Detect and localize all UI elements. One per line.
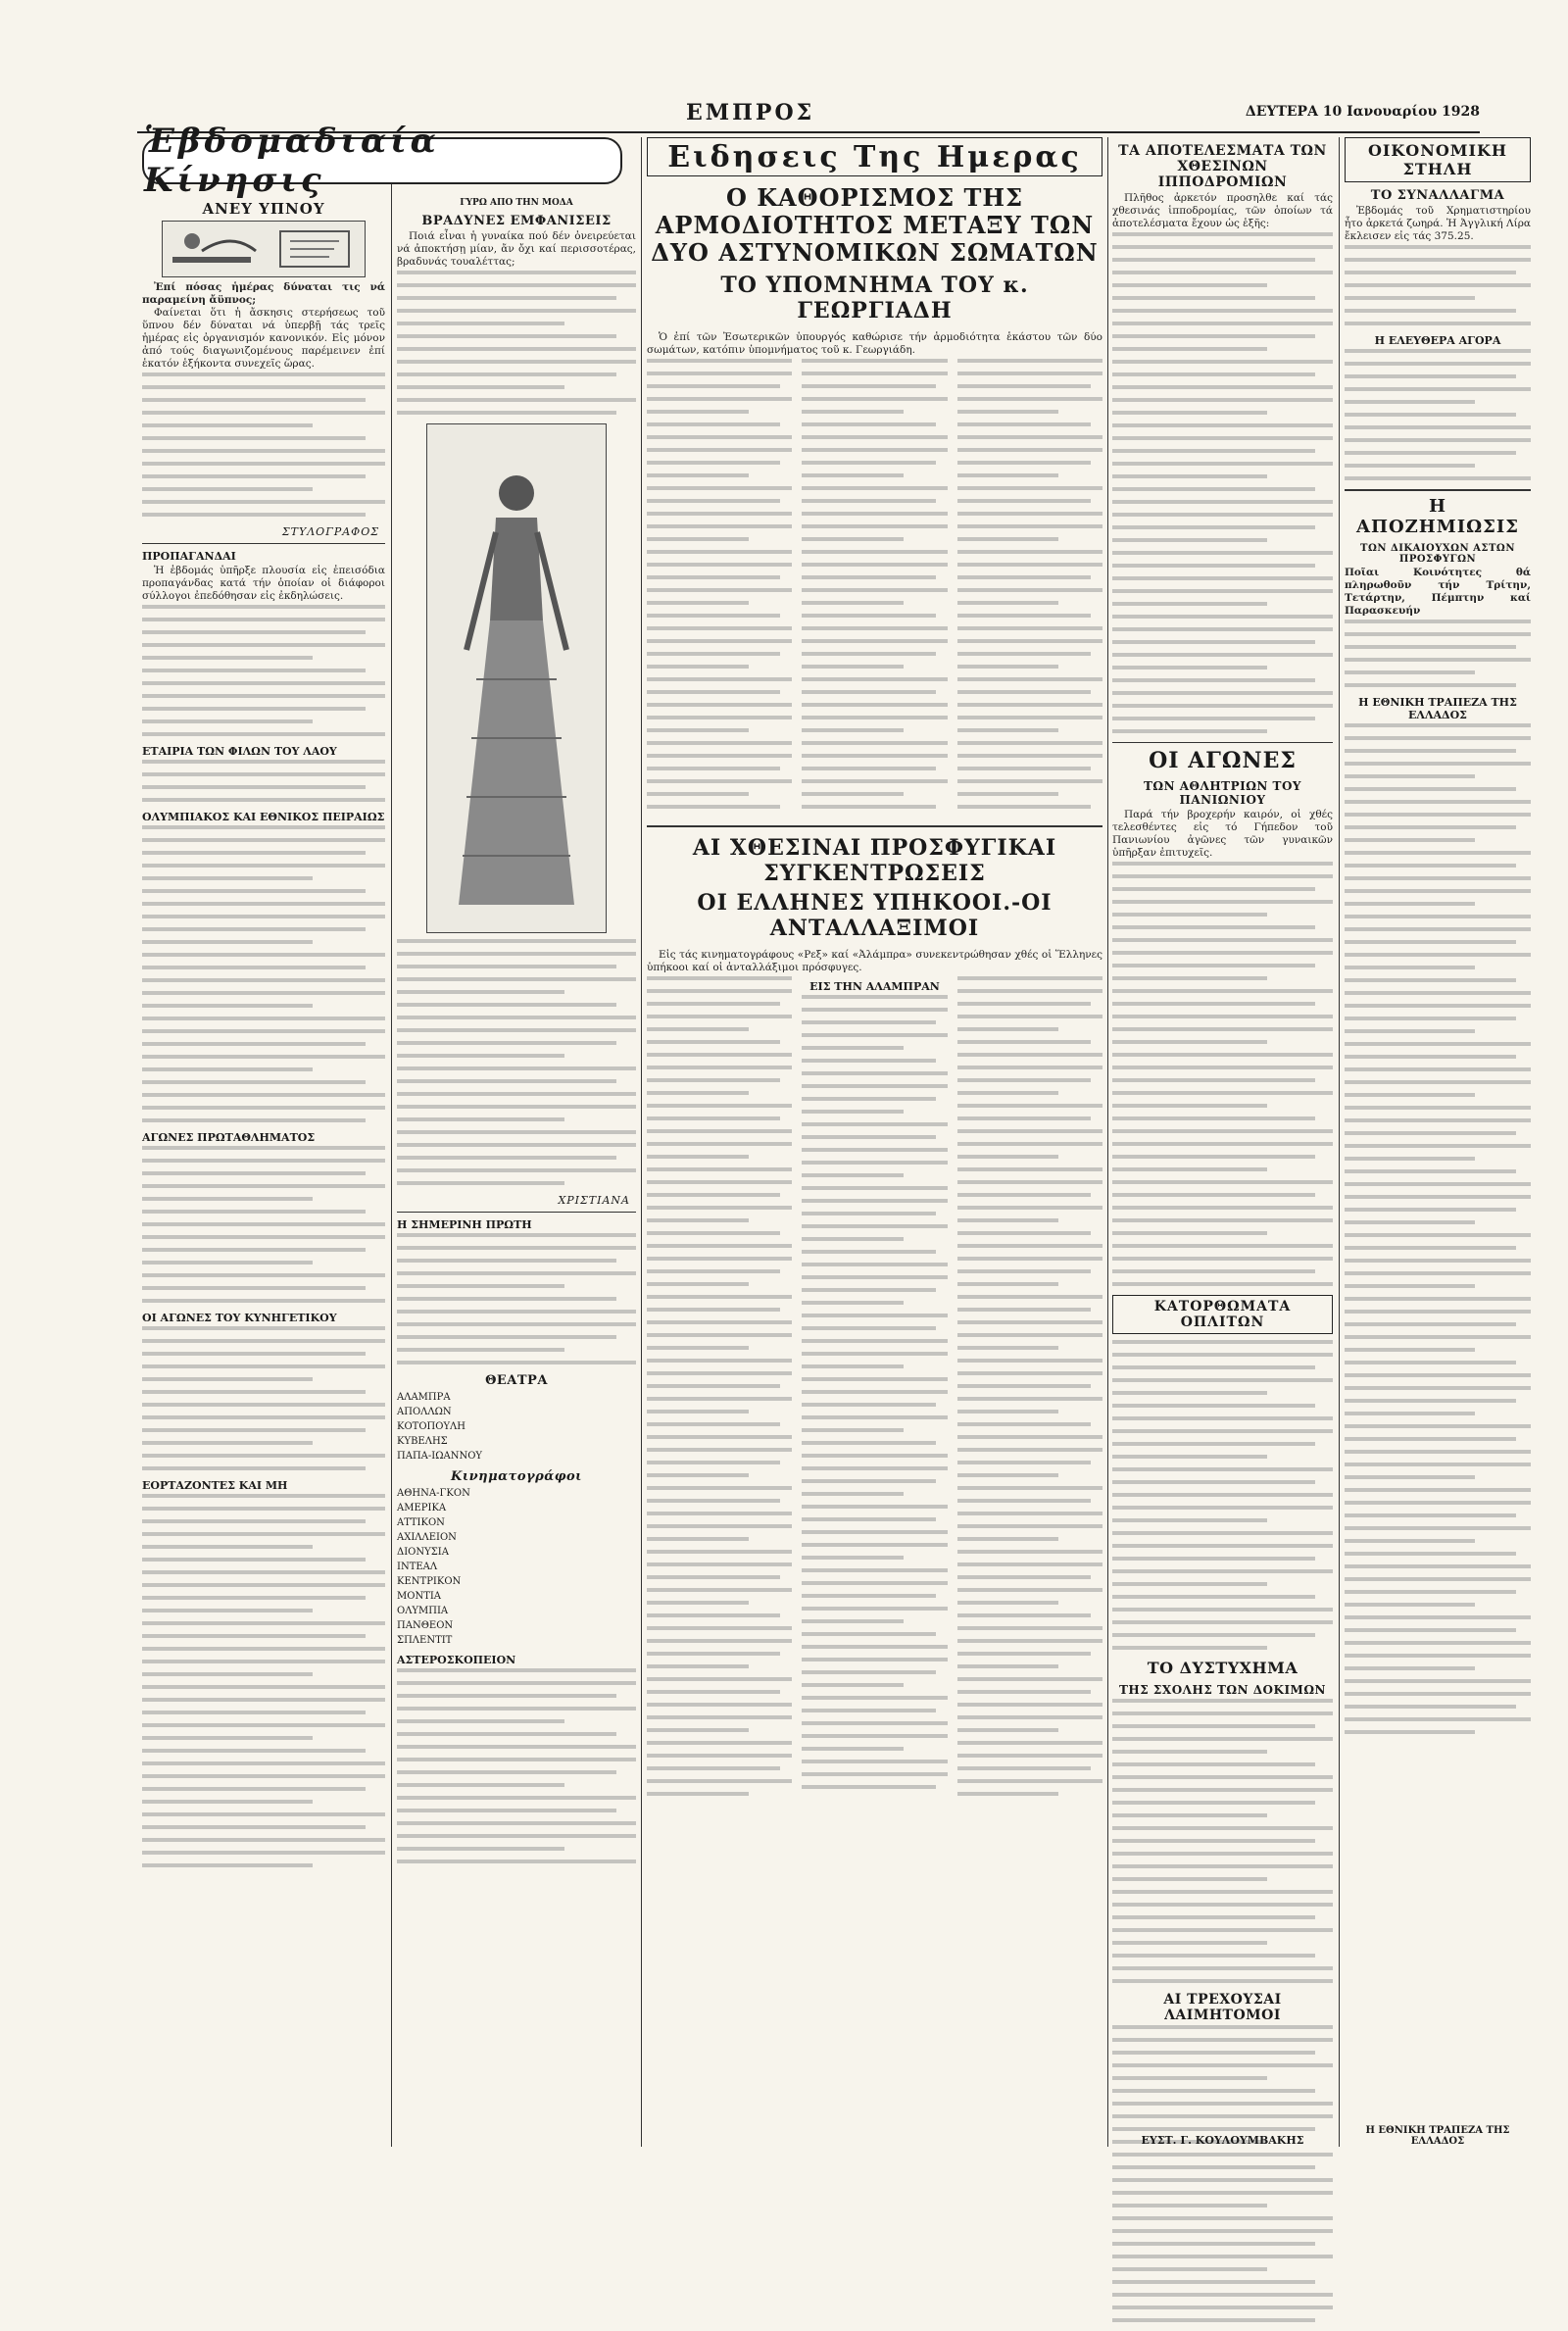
article-title: ΤΟ ΔΥΣΤΥΧΗΜΑ (1147, 1659, 1298, 1677)
news-of-the-day-banner: Ειδησεις Της Ημερας (647, 137, 1102, 176)
item-heading: ΑΣΤΕΡΟΣΚΟΠΕΙΟΝ (397, 1654, 516, 1666)
article-columns (647, 974, 1102, 1805)
newspaper-title: ΕΜΠΡΟΣ (686, 100, 815, 125)
article-text-block (1345, 620, 1531, 687)
list-item: ΠΑΠΑ-ΙΩΑΝΝΟΥ (397, 1451, 483, 1462)
article-body: Ἐβδομάς τοῦ Χρηματιστηρίου ἦτο ἀρκετά ζωηρά. Ἡ Ἀγγλική Λίρα ἔκλεισεν εἰς τάς 375.25. (1345, 205, 1531, 242)
list-item: ΑΘΗΝΑ-ΓΚΟΝ (397, 1488, 470, 1499)
article-subtitle: ΤΩΝ ΔΙΚΑΙΟΥΧΩΝ ΑΣΤΩΝ ΠΡΟΣΦΥΓΩΝ (1360, 543, 1515, 565)
item-heading: ΟΛΥΜΠΙΑΚΟΣ ΚΑΙ ΕΘΝΙΚΟΣ ΠΕΙΡΑΙΩΣ (142, 811, 385, 823)
weekly-banner: Ἑβδομαδιαία Κίνησις (142, 137, 622, 184)
item-heading: ΕΙΣ ΤΗΝ ΑΛΑΜΠΡΑΝ (809, 980, 940, 993)
cinemas-heading: Κινηματογράφοι (451, 1469, 582, 1484)
column-rule (391, 137, 392, 2147)
article-columns (647, 357, 1102, 818)
fashion-illustration (426, 423, 607, 933)
list-item: ΑΛΑΜΠΡΑ (397, 1392, 451, 1403)
article-text-block (142, 825, 385, 1122)
item-heading: ΑΓΩΝΕΣ ΠΡΩΤΑΘΛΗΜΑΤΟΣ (142, 1131, 316, 1144)
article-body: Πλῆθος ἀρκετόν προσηλθε καί τάς χθεσινάς ἱπποδρομίας, τῶν ὁποίων τά ἀποτελέσματα ἔχουν ὡς ἑξῆς: (1112, 192, 1333, 229)
headline: Ο ΚΑΘΟΡΙΣΜΟΣ ΤΗΣ ΑΡΜΟΔΙΟΤΗΤΟΣ ΜΕΤΑΞΥ ΤΩΝ ΔΥΟ ΑΣΤΥΝΟΜΙΚΩΝ ΣΩΜΑΤΩΝ (651, 183, 1099, 267)
article-signature: ΧΡΙΣΤΙΑΝΑ (558, 1194, 630, 1207)
subheadline: ΟΙ ΕΛΛΗΝΕΣ ΥΠΗΚΟΟΙ.-ΟΙ ΑΝΤΑΛΛΑΞΙΜΟΙ (697, 890, 1053, 941)
column-economy (1345, 137, 1531, 2147)
article-title: ΤΑ ΑΠΟΤΕΛΕΣΜΑΤΑ ΤΩΝ ΧΘΕΣΙΝΩΝ ΙΠΠΟΔΡΟΜΙΩΝ (1118, 143, 1327, 190)
cinemas-list (397, 1486, 636, 1648)
column-rule (1107, 137, 1108, 2147)
list-item: ΠΑΝΘΕΟΝ (397, 1620, 454, 1631)
article-subtitle: ΤΗΣ ΣΧΟΛΗΣ ΤΩΝ ΔΟΚΙΜΩΝ (1119, 1683, 1326, 1697)
list-item: ΙΝΤΕΑΛ (397, 1562, 438, 1572)
item-heading: ΕΟΡΤΑΖΟΝΤΕΣ ΚΑΙ ΜΗ (142, 1479, 288, 1492)
article-text-block (142, 760, 385, 802)
article-title: ΑΝΕΥ ΥΠΝΟΥ (202, 200, 325, 218)
column-rule (641, 137, 642, 2147)
item-heading: ΟΙ ΑΓΩΝΕΣ ΤΟΥ ΚΥΝΗΓΕΤΙΚΟΥ (142, 1312, 337, 1324)
article-text-block (1112, 2025, 1333, 2322)
theatres-list (397, 1390, 636, 1463)
article-text-block (142, 1494, 385, 1867)
article-lead: Ποῖαι Κοινότητες θά πληρωθοῦν τήν Τρίτην, Τετάρτην, Πέμπτην καί Παρασκευήν (1345, 567, 1531, 617)
list-item: ΚΕΝΤΡΙΚΟΝ (397, 1576, 462, 1587)
article-lead: Ἐπί πόσας ἡμέρας δύναται τις νά παραμείνη ἄϋπνος; (142, 281, 385, 306)
article-title: ΟΙ ΑΓΩΝΕΣ (1149, 748, 1297, 773)
article-subtitle: ΤΩΝ ΑΘΛΗΤΡΙΩΝ ΤΟΥ ΠΑΝΙΩΝΙΟΥ (1143, 779, 1301, 807)
subheadline: ΤΟ ΥΠΟΜΝΗΜΑ ΤΟΥ κ. ΓΕΩΡΓΙΑΔΗ (720, 273, 1029, 323)
article-body: Ὁ ἐπί τῶν Ἐσωτερικῶν ὑπουργός καθώρισε τήν ἁρμοδιότητα ἑκάστου τῶν δύο σωμάτων, κατόπιν ὑπομνήματος τοῦ κ. Γεωργιάδη. (647, 331, 1102, 356)
article-text-block (397, 939, 636, 1185)
article-title: ΚΑΤΟΡΘΩΜΑΤΑ ΟΠΛΙΤΩΝ (1112, 1295, 1333, 1334)
article-kicker: ΓΥΡΩ ΑΠΟ ΤΗΝ ΜΟΔΑ (460, 198, 573, 208)
item-heading: Η ΣΗΜΕΡΙΝΗ ΠΡΩΤΗ (397, 1218, 532, 1231)
footer-signature: ΕΥΣΤ. Γ. ΚΟΥΛΟΥΜΒΑΚΗΣ (1141, 2134, 1304, 2147)
issue-date: ΔΕΥΤΕΡΑ 10 Ιανουαρίου 1928 (1245, 104, 1480, 120)
column-sports (1112, 137, 1333, 2147)
article-title: ΠΡΟΠΑΓΑΝΔΑΙ (142, 550, 236, 563)
economy-banner: ΟΙΚΟΝΟΜΙΚΗ ΣΤΗΛΗ (1345, 137, 1531, 182)
article-text-block (397, 271, 636, 415)
article-text-block (1112, 232, 1333, 733)
article-title: ΒΡΑΔΥΝΕΣ ΕΜΦΑΝΙΣΕΙΣ (421, 214, 612, 228)
article-text-block (1345, 723, 1531, 1734)
list-item: ΑΜΕΡΙΚΑ (397, 1503, 447, 1513)
column-news (647, 137, 1102, 2147)
sleeper-figure-icon (163, 222, 365, 276)
article-text-block (142, 605, 385, 736)
article-text-block (1112, 862, 1333, 1286)
article-text-block (1345, 349, 1531, 480)
bank-heading: Η ΕΘΝΙΚΗ ΤΡΑΠΕΖΑ ΤΗΣ ΕΛΛΑΔΟΣ (1358, 696, 1517, 721)
article-text-block (142, 1146, 385, 1303)
article-text-block (142, 372, 385, 517)
theatres-heading: ΘΕΑΤΡΑ (485, 1373, 548, 1388)
article-title: ΤΟ ΣΥΝΑΛΛΑΓΜΑ (1370, 188, 1505, 203)
list-item: ΑΠΟΛΛΩΝ (397, 1407, 452, 1417)
headline: ΑΙ ΧΘΕΣΙΝΑΙ ΠΡΟΣΦΥΓΙΚΑΙ ΣΥΓΚΕΝΤΡΩΣΕΙΣ (692, 835, 1057, 886)
article-title: Η ΕΛΕΥΘΕΡΑ ΑΓΟΡΑ (1374, 334, 1501, 347)
article-text-block (142, 1326, 385, 1470)
list-item: ΑΧΙΛΛΕΙΟΝ (397, 1532, 457, 1543)
article-signature: ΣΤΥΛΟΓΡΑΦΟΣ (281, 525, 379, 538)
list-item: ΚΟΤΟΠΟΥΛΗ (397, 1421, 466, 1432)
list-item: ΔΙΟΝΥΣΙΑ (397, 1547, 449, 1558)
list-item: ΣΠΛΕΝΤΙΤ (397, 1635, 453, 1646)
list-item: ΟΛΥΜΠΙΑ (397, 1606, 449, 1616)
list-item: ΑΤΤΙΚΟΝ (397, 1517, 445, 1528)
item-heading: ΕΤΑΙΡΙΑ ΤΩΝ ΦΙΛΩΝ ΤΟΥ ΛΑΟΥ (142, 745, 337, 758)
article-title: ΑΙ ΤΡΕΧΟΥΣΑΙ ΛΑΙΜΗΤΟΜΟΙ (1163, 1992, 1282, 2023)
article-body: Παρά τήν βροχερήν καιρόν, οἱ χθές τελεσθέντες εἰς τό Γήπεδον τοῦ Πανιωνίου ἀγῶνες τῶν γυναικῶν ὑπῆρξαν ἐπιτυχεῖς. (1112, 809, 1333, 859)
footer-signature: Η ΕΘΝΙΚΗ ΤΡΑΠΕΖΑ ΤΗΣ ΕΛΛΑΔΟΣ (1365, 2125, 1510, 2147)
article-body: Εἰς τάς κινηματογράφους «Ρεξ» καί «Ἀλάμπρα» συνεκεντρώθησαν χθές οἱ Ἕλληνες ὑπήκοοι καί οἱ ἀνταλλάξιμοι πρόσφυγες. (647, 949, 1102, 973)
article-text-block (1112, 1340, 1333, 1650)
article-text-block (1345, 245, 1531, 325)
column-fashion (397, 137, 636, 2147)
article-text-block (1112, 1699, 1333, 1983)
evening-gown-figure-icon (427, 424, 606, 932)
list-item: ΜΟΝΤΙΑ (397, 1591, 442, 1602)
column-rule (1339, 137, 1340, 2147)
article-body: Φαίνεται ὅτι ἡ ἄσκησις στερήσεως τοῦ ὕπνου δέν δύναται νά ὑπερβῇ τάς τρεῖς ἡμέρας εἰς ὀργανισμόν κανονικόν. Εἰς μόνον ἀπό τούς διαγωνιζομένους παρέμεινεν ἐπί ἑκατόν ἑξήκοντα συνεχεῖς ὥρας. (142, 307, 385, 370)
list-item: ΚΥΒΕΛΗΣ (397, 1436, 448, 1447)
article-title: Η ΑΠΟΖΗΜΙΩΣΙΣ (1355, 496, 1520, 537)
article-body: Ποιά εἶναι ἡ γυναίκα πού δέν ὀνειρεύεται νά ἀποκτήσῃ μίαν, ἄν ὄχι καί περισσοτέρας, βραδυνάς τουαλέττας; (397, 230, 636, 268)
article-text-block (397, 1668, 636, 1863)
article-body: Ἡ ἑβδομάς ὑπῆρξε πλουσία εἰς ἐπεισόδια προπαγάνδας κατά τήν ὁποίαν οἱ διάφοροι σύλλογοι ἐπεδόθησαν εἰς ἐκδηλώσεις. (142, 565, 385, 602)
sleep-illustration (162, 221, 366, 277)
article-text-block (397, 1233, 636, 1364)
